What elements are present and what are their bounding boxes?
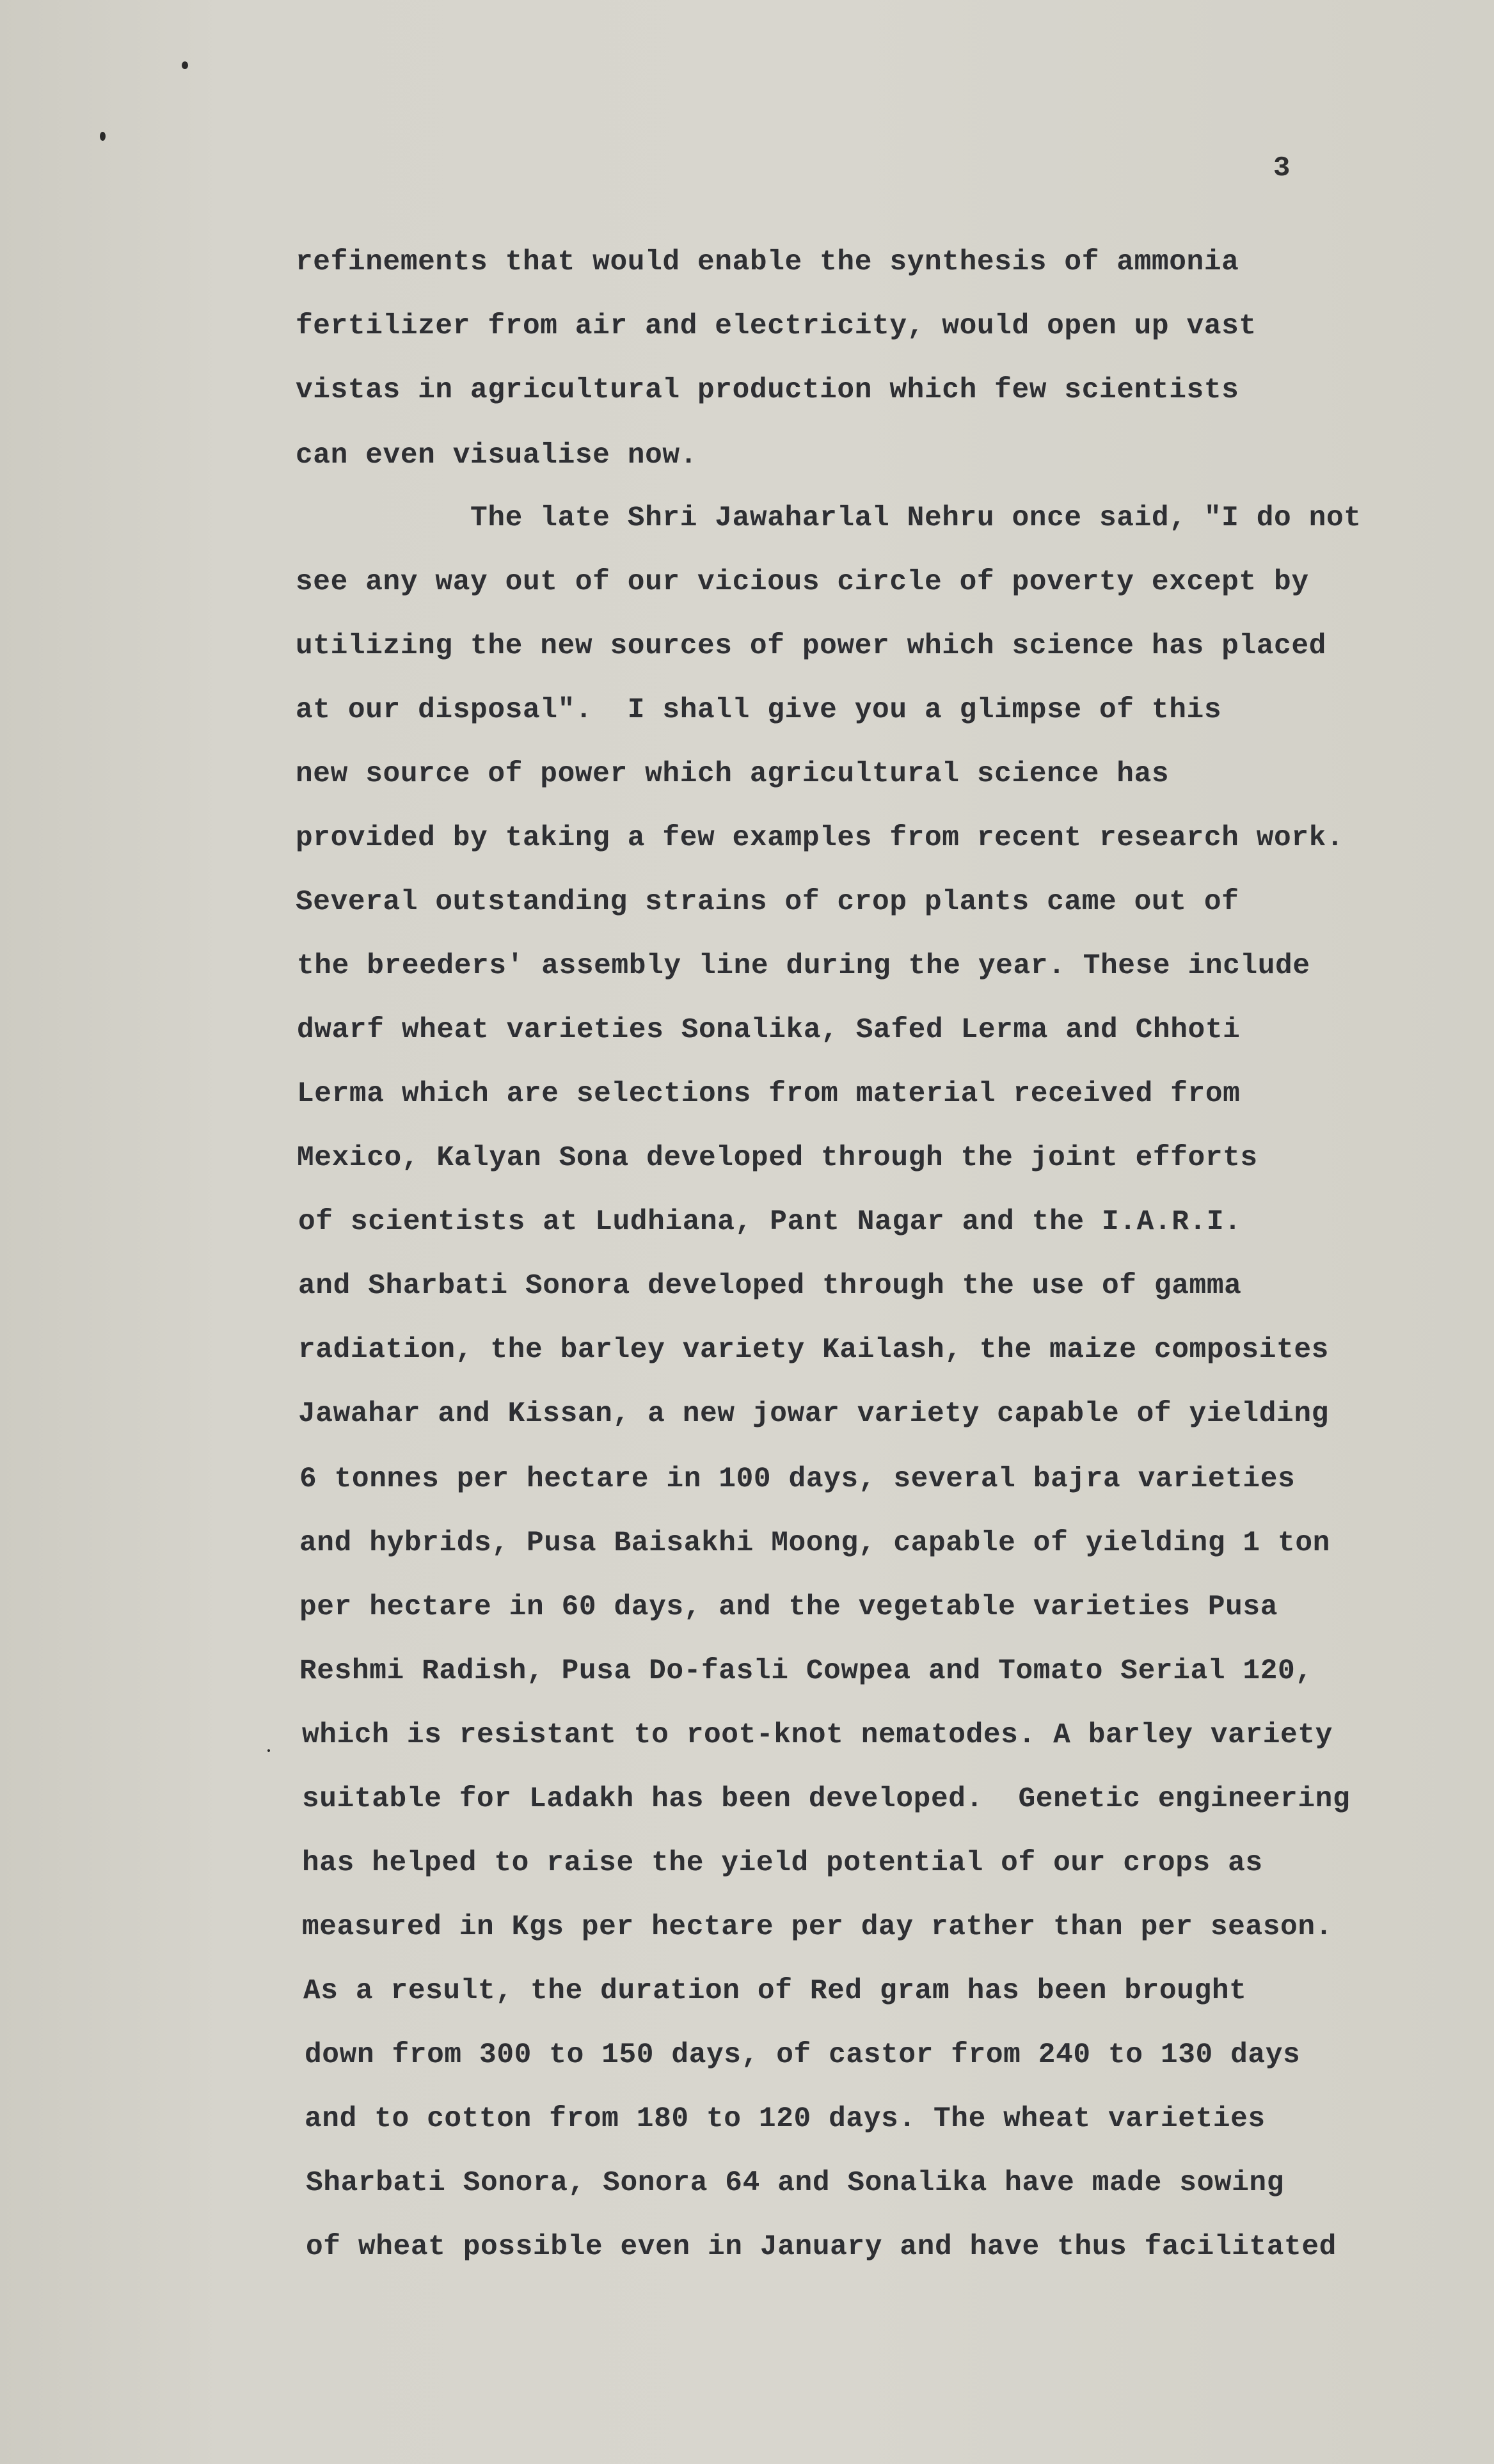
text-line: As a result, the duration of Red gram has been brought [303, 1975, 1247, 2007]
text-line: and to cotton from 180 to 120 days. The wheat varieties [305, 2103, 1266, 2135]
text-line: see any way out of our vicious circle of poverty except by [296, 566, 1309, 598]
text-line: of wheat possible even in January and have thus facilitated [306, 2231, 1337, 2263]
text-line: utilizing the new sources of power which science has placed [296, 630, 1326, 662]
text-line: Jawahar and Kissan, a new jowar variety capable of yielding [298, 1398, 1329, 1430]
ink-speck [182, 61, 188, 69]
text-line: per hectare in 60 days, and the vegetable varieties Pusa [299, 1591, 1278, 1623]
text-line: down from 300 to 150 days, of castor from 240 to 130 days [305, 2039, 1301, 2071]
text-line: radiation, the barley variety Kailash, the maize composites [298, 1334, 1329, 1366]
text-line: The late Shri Jawaharlal Nehru once said, "I do not [296, 502, 1362, 534]
ink-speck [100, 132, 106, 141]
text-line: Several outstanding strains of crop plants came out of [296, 886, 1239, 918]
text-line: has helped to raise the yield potential of our crops as [302, 1847, 1263, 1879]
text-line: the breeders' assembly line during the year. These include [297, 950, 1310, 982]
text-line: provided by taking a few examples from recent research work. [296, 822, 1344, 854]
text-line: of scientists at Ludhiana, Pant Nagar and the I.A.R.I. [298, 1206, 1242, 1238]
text-line: can even visualise now. [296, 440, 697, 472]
text-line: refinements that would enable the synthesis of ammonia [296, 246, 1239, 278]
text-line: measured in Kgs per hectare per day rather than per season. [302, 1911, 1333, 1943]
text-line: vistas in agricultural production which few scientists [296, 374, 1239, 406]
text-line: Sharbati Sonora, Sonora 64 and Sonalika have made sowing [306, 2167, 1285, 2199]
text-line: dwarf wheat varieties Sonalika, Safed Lerma and Chhoti [297, 1014, 1241, 1046]
text-line: which is resistant to root-knot nematodes. A barley variety [302, 1719, 1333, 1751]
text-line: Lerma which are selections from material received from [297, 1078, 1241, 1110]
text-line: and hybrids, Pusa Baisakhi Moong, capable of yielding 1 ton [299, 1527, 1330, 1559]
text-line: Reshmi Radish, Pusa Do-fasli Cowpea and Tomato Serial 120, [299, 1655, 1313, 1687]
text-line: suitable for Ladakh has been developed. Genetic engineering [302, 1783, 1351, 1815]
page-number: 3 [1273, 152, 1291, 184]
text-line: 6 tonnes per hectare in 100 days, several bajra varieties [299, 1463, 1296, 1495]
text-line: Mexico, Kalyan Sona developed through the joint efforts [297, 1142, 1258, 1174]
text-line: at our disposal". I shall give you a glimpse of this [296, 694, 1222, 726]
text-line: fertilizer from air and electricity, would open up vast [296, 310, 1257, 342]
text-line: and Sharbati Sonora developed through the use of gamma [298, 1270, 1242, 1302]
text-line: new source of power which agricultural science has [296, 758, 1170, 790]
ink-speck [267, 1749, 270, 1752]
